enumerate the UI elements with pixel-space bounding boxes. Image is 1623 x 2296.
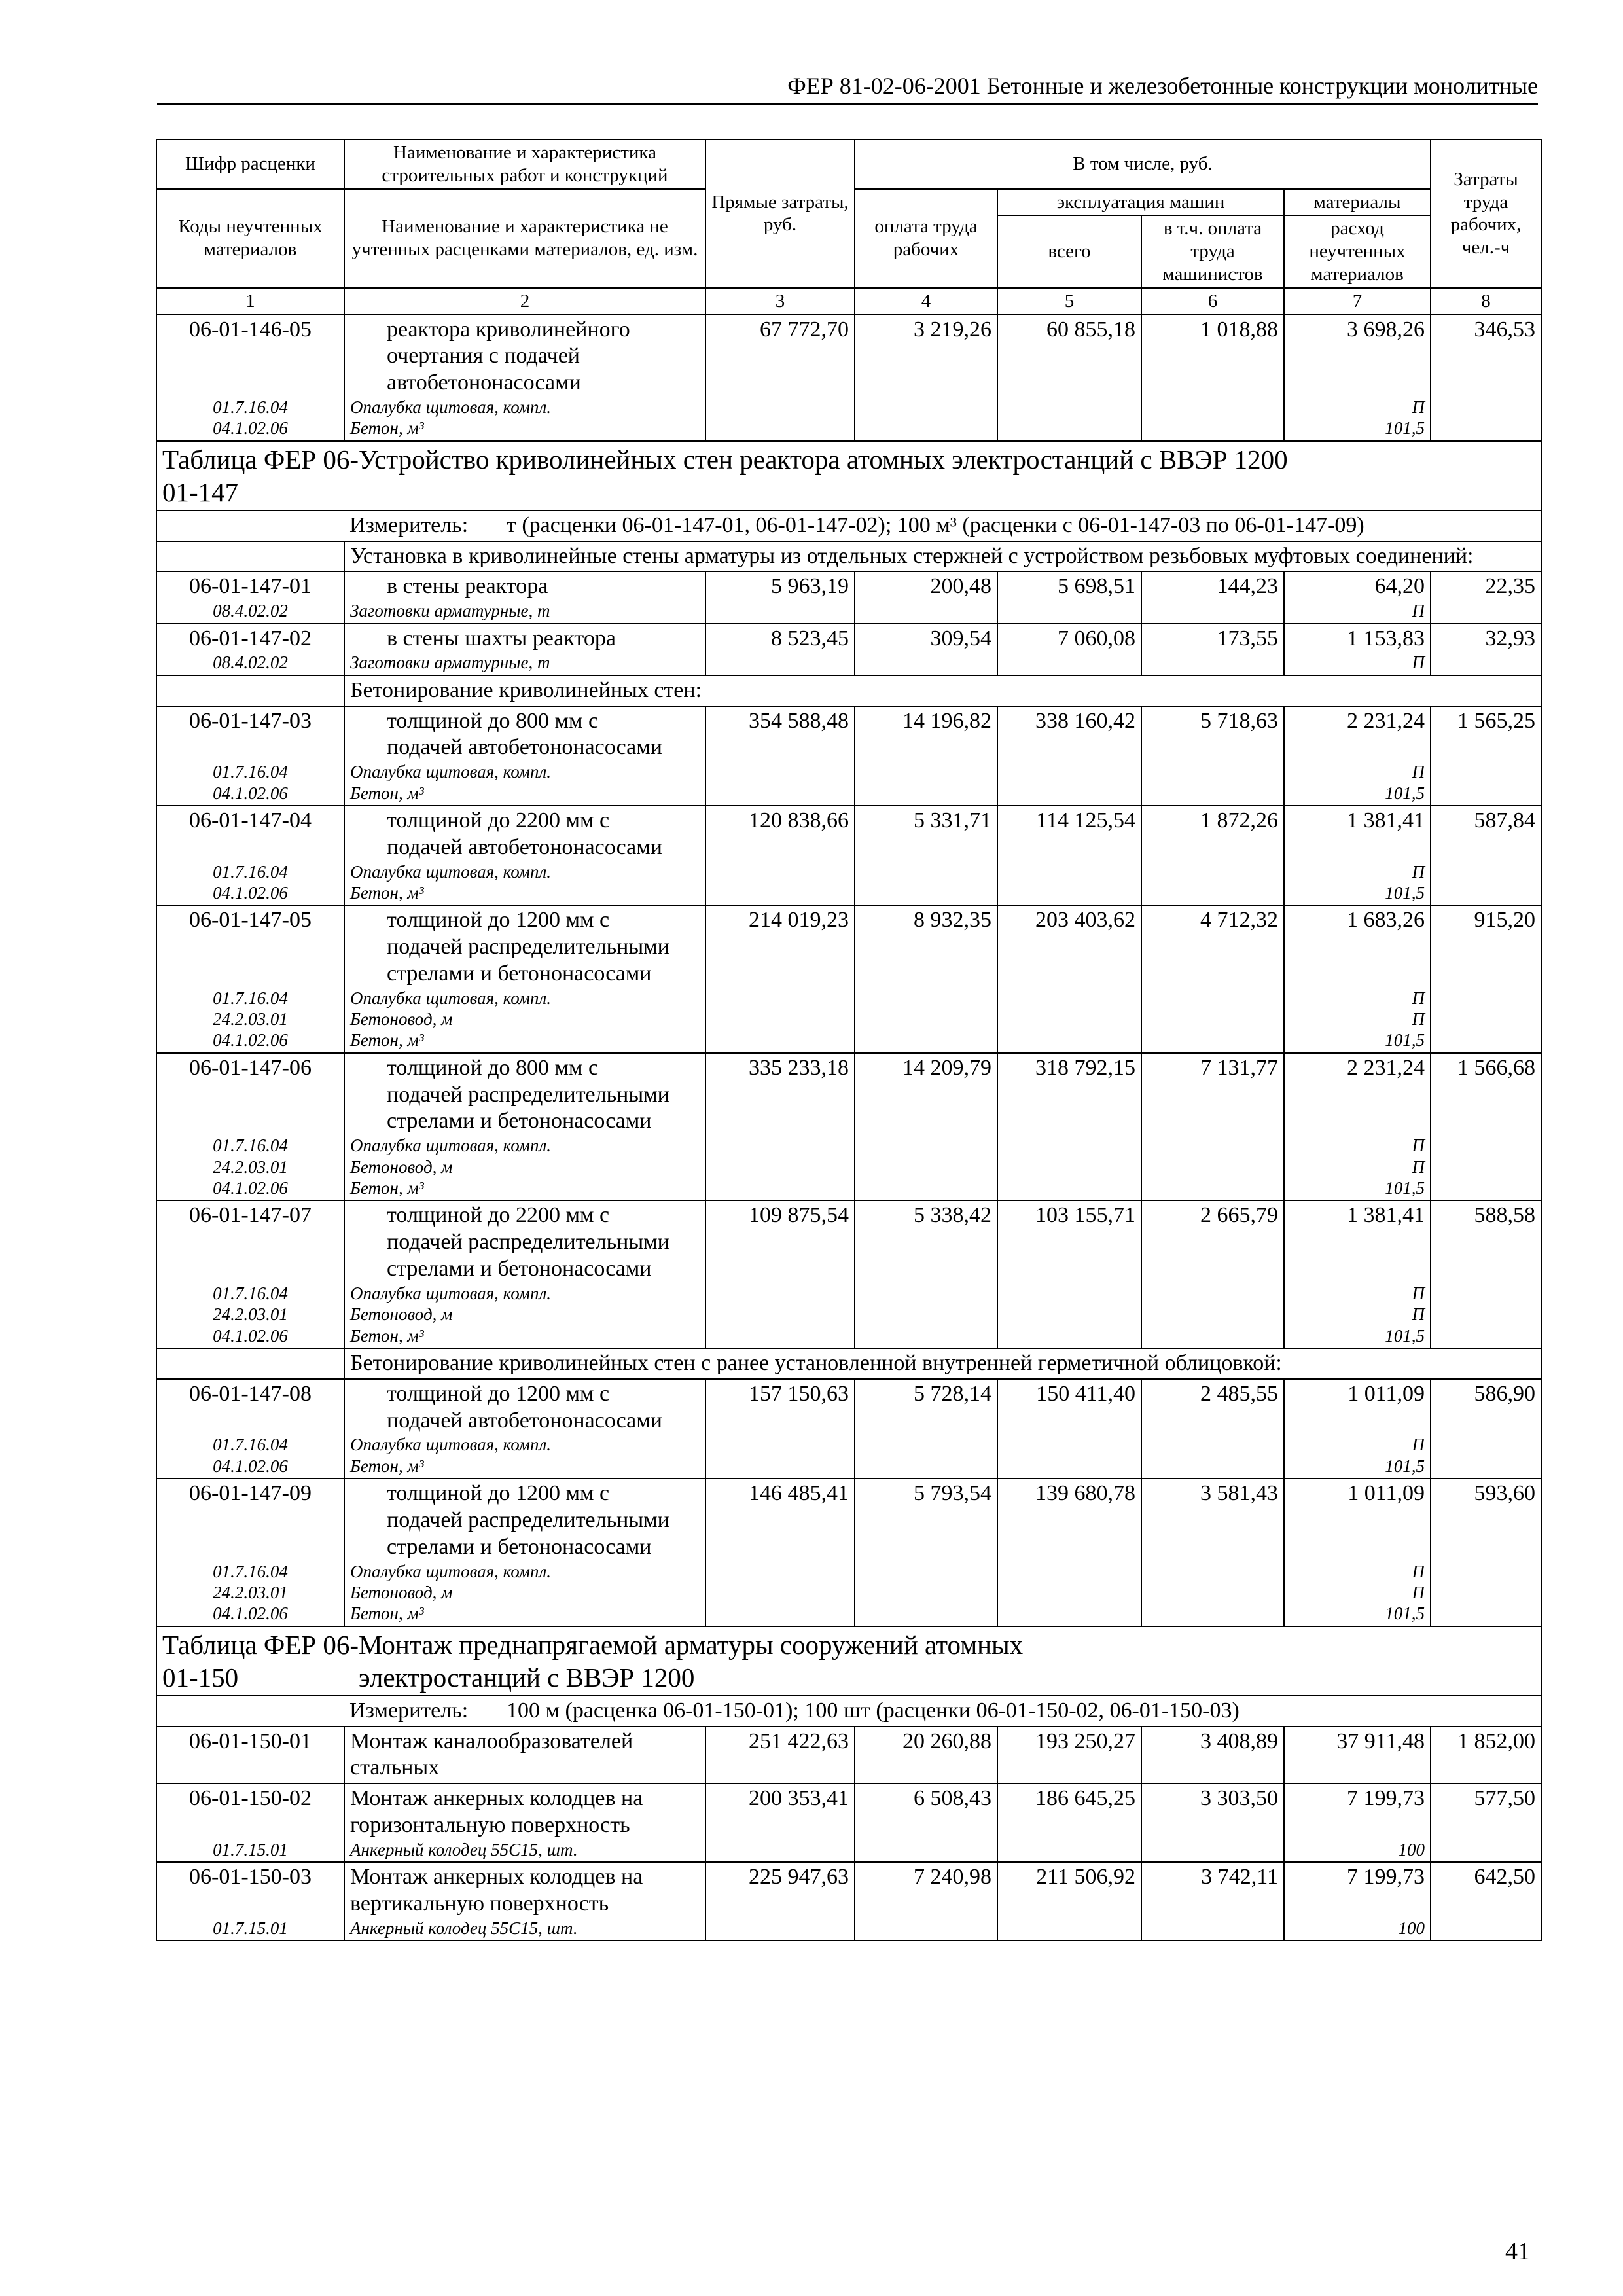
rate-code: 06-01-147-04 (189, 808, 312, 833)
material-name: Опалубка щитовая, компл. (350, 988, 551, 1008)
material-code: 04.1.02.06 (213, 1456, 288, 1476)
table-row: 06-01-150-01 Монтаж каналообразователей стальных 251 422,63 20 260,88 193 250,27 3 408,89 37 911,48 1 852,00 (156, 1727, 1541, 1784)
table-section-heading (156, 1626, 1541, 1696)
labor-pay: 200,48 (855, 571, 997, 623)
material-qty: П (1412, 1283, 1425, 1303)
material-code: 01.7.15.01 (213, 1839, 288, 1859)
table-row: 06-01-147-06 01.7.16.04 24.2.03.01 04.1.02.06 толщиной до 800 мм с подачей распределительными стрелами и бетононасосами Опалубка щитовая, компл. Бетоновод, м Бетон, м³ 335 233,18 14 209,79 318 792,15 7 131,77 2 231,24 П П 101,5 1 566,68 (156, 1053, 1541, 1201)
machines-total: 150 411,40 (997, 1379, 1141, 1479)
material-name: Опалубка щитовая, компл. (350, 397, 551, 417)
labor-cost: 1 566,68 (1431, 1053, 1541, 1201)
machines-total: 139 680,78 (997, 1479, 1141, 1626)
col-machines-header: эксплуатация машин (997, 189, 1284, 216)
labor-pay: 5 331,71 (855, 806, 997, 905)
labor-pay: 6 508,43 (855, 1784, 997, 1862)
col-machines-total-header: всего (997, 215, 1141, 287)
direct-cost: 67 772,70 (705, 315, 855, 441)
machines-total: 211 506,92 (997, 1862, 1141, 1941)
material-name: Анкерный колодец 55С15, шт. (350, 1918, 578, 1938)
table-row: 06-01-147-09 01.7.16.04 24.2.03.01 04.1.02.06 толщиной до 1200 мм с подачей распределительными стрелами и бетононасосами Опалубка щитовая, компл. Бетоновод, м Бетон, м³ 146 485,41 5 793,54 139 680,78 3 581,43 1 011,09 П П 101,5 593,60 (156, 1479, 1541, 1626)
machines-total: 5 698,51 (997, 571, 1141, 623)
material-qty: П (1412, 762, 1425, 782)
direct-cost: 214 019,23 (705, 905, 855, 1053)
group-row (156, 541, 1541, 572)
machines-total: 60 855,18 (997, 315, 1141, 441)
labor-cost: 22,35 (1431, 571, 1541, 623)
labor-cost: 915,20 (1431, 905, 1541, 1053)
materials-cost: 1 153,83 (1347, 626, 1425, 651)
col-direct-header: Прямые затраты, руб. (705, 139, 855, 288)
labor-cost: 587,84 (1431, 806, 1541, 905)
machinists-pay: 3 581,43 (1141, 1479, 1284, 1626)
measure-label: Измеритель: (349, 1698, 469, 1723)
rate-code: 06-01-147-01 (189, 574, 312, 599)
material-qty: П (1412, 1435, 1425, 1455)
column-number: 7 (1284, 288, 1431, 315)
machinists-pay: 3 303,50 (1141, 1784, 1284, 1862)
machinists-pay: 3 408,89 (1141, 1727, 1284, 1784)
materials-cost: 2 231,24 (1347, 708, 1425, 733)
labor-pay: 14 196,82 (855, 706, 997, 806)
material-code: 01.7.16.04 (213, 861, 288, 882)
labor-pay: 5 338,42 (855, 1200, 997, 1348)
material-code: 04.1.02.06 (213, 1030, 288, 1050)
material-qty: 101,5 (1385, 418, 1425, 439)
materials-cost: 1 381,41 (1347, 1203, 1425, 1228)
machines-total: 193 250,27 (997, 1727, 1141, 1784)
table-label: Таблица ФЕР 06-01-147 (162, 444, 359, 507)
rate-code: 06-01-147-02 (189, 626, 312, 651)
column-number: 4 (855, 288, 997, 315)
material-name: Бетон, м³ (350, 1178, 424, 1198)
group-row (156, 675, 1541, 706)
material-qty: 101,5 (1385, 1325, 1425, 1346)
materials-cost: 1 683,26 (1347, 908, 1425, 933)
materials-cost: 3 698,26 П 101,5 (1284, 315, 1431, 441)
labor-pay: 5 793,54 (855, 1479, 997, 1626)
material-name: Бетон, м³ (350, 418, 424, 439)
material-name: Бетон, м³ (350, 1325, 424, 1346)
material-code: 04.1.02.06 (213, 1604, 288, 1624)
labor-cost: 1 852,00 (1431, 1727, 1541, 1784)
rate-name: реактора криволинейного очертания с подачей автобетононасосами Опалубка щитовая, компл. Бетон, м³ (344, 315, 705, 441)
material-name: Опалубка щитовая, компл. (350, 1136, 551, 1156)
material-name: Опалубка щитовая, компл. (350, 1561, 551, 1581)
labor-cost: 346,53 (1431, 315, 1541, 441)
machines-total: 318 792,15 (997, 1053, 1141, 1201)
direct-cost: 251 422,63 (705, 1727, 855, 1784)
materials-cost: 1 381,41 (1347, 808, 1425, 833)
labor-cost: 577,50 (1431, 1784, 1541, 1862)
table-section-heading (156, 441, 1541, 511)
rate-code: 06-01-147-08 (189, 1381, 312, 1406)
direct-cost: 225 947,63 (705, 1862, 855, 1941)
machinists-pay: 144,23 (1141, 571, 1284, 623)
material-qty: П (1412, 601, 1425, 621)
machines-total: 186 645,25 (997, 1784, 1141, 1862)
material-name: Бетоновод, м (350, 1157, 453, 1177)
material-qty: 101,5 (1385, 1178, 1425, 1198)
column-number: 5 (997, 288, 1141, 315)
material-code: 01.7.16.04 (213, 762, 288, 782)
column-number: 2 (344, 288, 705, 315)
table-row: 06-01-147-04 01.7.16.04 04.1.02.06 толщиной до 2200 мм с подачей автобетононасосами Опалубка щитовая, компл. Бетон, м³ 120 838,66 5 331,71 114 125,54 1 872,26 1 381,41 П 101,5 587,84 (156, 806, 1541, 905)
machinists-pay: 173,55 (1141, 624, 1284, 675)
machines-total: 203 403,62 (997, 905, 1141, 1053)
col-materials-header: материалы (1284, 189, 1431, 216)
materials-cost: 37 911,48 (1284, 1727, 1431, 1784)
column-number: 3 (705, 288, 855, 315)
labor-cost: 588,58 (1431, 1200, 1541, 1348)
price-table (156, 139, 1542, 1941)
col-materials-use-header: расход неучтенных материалов (1284, 215, 1431, 287)
machinists-pay: 4 712,32 (1141, 905, 1284, 1053)
material-name: Бетоновод, м (350, 1009, 453, 1030)
material-code: 24.2.03.01 (213, 1009, 288, 1030)
machines-total: 7 060,08 (997, 624, 1141, 675)
table-row (156, 315, 1541, 441)
material-qty: П (1412, 1136, 1425, 1156)
material-qty: 101,5 (1385, 1456, 1425, 1476)
material-qty: П (1412, 1582, 1425, 1602)
rate-code: 06-01-147-09 (189, 1481, 312, 1506)
material-code: 04.1.02.06 (213, 882, 288, 903)
material-name: Заготовки арматурные, т (350, 653, 550, 673)
measure-label: Измеритель: (349, 512, 469, 537)
material-code: 04.1.02.06 (213, 1178, 288, 1198)
material-qty: 100 (1398, 1839, 1425, 1859)
direct-cost: 354 588,48 (705, 706, 855, 806)
rate-code: 06-01-146-05 01.7.16.04 04.1.02.06 (156, 315, 344, 441)
rate-code: 06-01-147-03 (189, 708, 312, 733)
material-qty: П (1412, 1157, 1425, 1177)
material-name: Бетоновод, м (350, 1582, 453, 1602)
table-title: Монтаж преднапрягаемой арматуры сооружений атомных электростанций с ВВЭР 1200 (359, 1629, 1024, 1693)
table-row: 06-01-147-03 01.7.16.04 04.1.02.06 толщиной до 800 мм с подачей автобетононасосами Опалубка щитовая, компл. Бетон, м³ 354 588,48 14 196,82 338 160,42 5 718,63 2 231,24 П 101,5 1 565,25 (156, 706, 1541, 806)
direct-cost: 109 875,54 (705, 1200, 855, 1348)
page-header: ФЕР 81-02-06-2001 Бетонные и железобетонные конструкции монолитные (157, 72, 1538, 105)
table-title: Устройство криволинейных стен реактора атомных электростанций с ВВЭР 1200 (359, 444, 1288, 475)
material-name: Опалубка щитовая, компл. (350, 861, 551, 882)
material-name: Бетон, м³ (350, 1604, 424, 1624)
labor-pay: 7 240,98 (855, 1862, 997, 1941)
machinists-pay: 7 131,77 (1141, 1053, 1284, 1201)
page-number: 41 (1505, 2238, 1530, 2265)
material-qty: 100 (1398, 1918, 1425, 1938)
material-name: Бетон, м³ (350, 882, 424, 903)
rate-code: 06-01-150-01 (156, 1727, 344, 1784)
material-code: 01.7.16.04 (213, 397, 288, 417)
materials-cost: 7 199,73 (1347, 1786, 1425, 1811)
table-header-row (156, 139, 1541, 189)
direct-cost: 120 838,66 (705, 806, 855, 905)
material-name: Бетоновод, м (350, 1304, 453, 1325)
material-qty: 101,5 (1385, 1030, 1425, 1050)
material-name: Опалубка щитовая, компл. (350, 762, 551, 782)
table-row: 06-01-147-08 01.7.16.04 04.1.02.06 толщиной до 1200 мм с подачей автобетононасосами Опалубка щитовая, компл. Бетон, м³ 157 150,63 5 728,14 150 411,40 2 485,55 1 011,09 П 101,5 586,90 (156, 1379, 1541, 1479)
material-qty: П (1412, 397, 1425, 417)
rate-name: Монтаж анкерных колодцев на (350, 1786, 643, 1811)
col-incl-header: В том числе, руб. (855, 139, 1431, 189)
measure-text: 100 м (расценка 06-01-150-01); 100 шт (расценки 06-01-150-02, 06-01-150-03) (507, 1698, 1240, 1723)
group-title: Установка в криволинейные стены арматуры из отдельных стержней с устройством резьбовых муфтовых соединений: (344, 541, 1541, 572)
material-code: 24.2.03.01 (213, 1582, 288, 1602)
rate-name: Монтаж анкерных колодцев на (350, 1865, 643, 1890)
labor-cost: 32,93 (1431, 624, 1541, 675)
materials-cost: 1 011,09 (1347, 1481, 1425, 1506)
rate-code: 06-01-150-03 (189, 1865, 312, 1890)
materials-cost: 64,20 (1374, 574, 1425, 599)
material-qty: П (1412, 1561, 1425, 1581)
material-code: 01.7.16.04 (213, 1561, 288, 1581)
table-row: 06-01-150-02 01.7.15.01 Монтаж анкерных колодцев на горизонтальную поверхность Анкерный колодец 55С15, шт. 200 353,41 6 508,43 186 645,25 3 303,50 7 199,73 100 577,50 (156, 1784, 1541, 1862)
rate-code: 06-01-150-02 (189, 1786, 312, 1811)
column-number: 6 (1141, 288, 1284, 315)
direct-cost: 8 523,45 (705, 624, 855, 675)
machinists-pay: 1 872,26 (1141, 806, 1284, 905)
table-row: 06-01-147-05 01.7.16.04 24.2.03.01 04.1.02.06 толщиной до 1200 мм с подачей распределительными стрелами и бетононасосами Опалубка щитовая, компл. Бетоновод, м Бетон, м³ 214 019,23 8 932,35 203 403,62 4 712,32 1 683,26 П П 101,5 915,20 (156, 905, 1541, 1053)
labor-pay: 20 260,88 (855, 1727, 997, 1784)
material-code: 04.1.02.06 (213, 418, 288, 439)
materials-cost: 7 199,73 (1347, 1865, 1425, 1890)
machinists-pay: 2 665,79 (1141, 1200, 1284, 1348)
labor-pay: 8 932,35 (855, 905, 997, 1053)
materials-cost: 1 011,09 (1347, 1381, 1425, 1406)
col-unaccounted-codes-header: Коды неучтенных материалов (156, 189, 344, 288)
material-name: Опалубка щитовая, компл. (350, 1435, 551, 1455)
column-number: 1 (156, 288, 344, 315)
material-name: Бетон, м³ (350, 1030, 424, 1050)
rate-name: в стены реактора (387, 574, 548, 599)
rate-name: толщиной до 1200 мм с (387, 1381, 610, 1406)
column-number: 8 (1431, 288, 1541, 315)
col-labor-pay-header: оплата труда рабочих (855, 189, 997, 288)
machinists-pay: 2 485,55 (1141, 1379, 1284, 1479)
machines-total: 338 160,42 (997, 706, 1141, 806)
rate-name: толщиной до 2200 мм с (387, 808, 610, 833)
direct-cost: 146 485,41 (705, 1479, 855, 1626)
measure-text: т (расценки 06-01-147-01, 06-01-147-02); 100 м³ (расценки с 06-01-147-03 по 06-01-147-09) (507, 512, 1364, 537)
material-code: 01.7.16.04 (213, 1283, 288, 1303)
col-name-header: Наименование и характеристика строительных работ и конструкций (344, 139, 705, 189)
direct-cost: 157 150,63 (705, 1379, 855, 1479)
rate-code: 06-01-147-06 (189, 1055, 312, 1080)
rate-name: толщиной до 800 мм с (387, 1055, 599, 1080)
material-qty: П (1412, 1009, 1425, 1030)
material-code: 01.7.16.04 (213, 988, 288, 1008)
labor-cost: 593,60 (1431, 1479, 1541, 1626)
material-qty: П (1412, 988, 1425, 1008)
rate-code: 06-01-147-07 (189, 1203, 312, 1228)
material-code: 24.2.03.01 (213, 1304, 288, 1325)
direct-cost: 5 963,19 (705, 571, 855, 623)
labor-cost: 586,90 (1431, 1379, 1541, 1479)
rate-name: толщиной до 800 мм с (387, 708, 599, 733)
rate-code: 06-01-147-05 (189, 908, 312, 933)
rate-name: толщиной до 2200 мм с (387, 1203, 610, 1228)
material-code: 24.2.03.01 (213, 1157, 288, 1177)
col-code-header: Шифр расценки (156, 139, 344, 189)
material-code: 08.4.02.02 (213, 653, 288, 673)
machinists-pay: 5 718,63 (1141, 706, 1284, 806)
material-name: Опалубка щитовая, компл. (350, 1283, 551, 1303)
table-row: 06-01-147-07 01.7.16.04 24.2.03.01 04.1.02.06 толщиной до 2200 мм с подачей распределительными стрелами и бетононасосами Опалубка щитовая, компл. Бетоновод, м Бетон, м³ 109 875,54 5 338,42 103 155,71 2 665,79 1 381,41 П П 101,5 588,58 (156, 1200, 1541, 1348)
machines-total: 103 155,71 (997, 1200, 1141, 1348)
materials-cost: 2 231,24 (1347, 1055, 1425, 1080)
material-code: 04.1.02.06 (213, 1325, 288, 1346)
material-code: 01.7.16.04 (213, 1435, 288, 1455)
material-code: 08.4.02.02 (213, 601, 288, 621)
machines-total: 114 125,54 (997, 806, 1141, 905)
rate-name: толщиной до 1200 мм с (387, 1481, 610, 1506)
direct-cost: 335 233,18 (705, 1053, 855, 1201)
col-labor-header: Затраты труда рабочих, чел.-ч (1431, 139, 1541, 288)
material-name: Заготовки арматурные, т (350, 601, 550, 621)
rate-name: Монтаж каналообразователей (350, 1729, 633, 1753)
group-title: Бетонирование криволинейных стен: (344, 675, 1541, 706)
rate-name: в стены шахты реактора (387, 626, 616, 651)
machinists-pay: 1 018,88 (1141, 315, 1284, 441)
group-row (156, 1348, 1541, 1379)
material-qty: П (1412, 1304, 1425, 1325)
material-qty: 101,5 (1385, 1604, 1425, 1624)
rate-name: толщиной до 1200 мм с (387, 908, 610, 933)
labor-pay: 5 728,14 (855, 1379, 997, 1479)
machinists-pay: 3 742,11 (1141, 1862, 1284, 1941)
material-code: 04.1.02.06 (213, 783, 288, 803)
table-label: Таблица ФЕР 06-01-150 (162, 1629, 359, 1693)
material-name: Бетон, м³ (350, 783, 424, 803)
material-qty: П (1412, 653, 1425, 673)
material-code: 01.7.15.01 (213, 1918, 288, 1938)
direct-cost: 200 353,41 (705, 1784, 855, 1862)
col-machinists-header: в т.ч. оплата труда машинистов (1141, 215, 1284, 287)
labor-cost: 642,50 (1431, 1862, 1541, 1941)
column-number-row (156, 288, 1541, 315)
table-row: 06-01-150-03 01.7.15.01 Монтаж анкерных колодцев на вертикальную поверхность Анкерный колодец 55С15, шт. 225 947,63 7 240,98 211 506,92 3 742,11 7 199,73 100 642,50 (156, 1862, 1541, 1941)
labor-cost: 1 565,25 (1431, 706, 1541, 806)
col-unaccounted-name-header: Наименование и характеристика не учтенных расценками материалов, ед. изм. (344, 189, 705, 288)
measure-row (156, 511, 1541, 541)
material-code: 01.7.16.04 (213, 1136, 288, 1156)
measure-row (156, 1696, 1541, 1727)
material-name: Анкерный колодец 55С15, шт. (350, 1839, 578, 1859)
material-qty: 101,5 (1385, 882, 1425, 903)
labor-pay: 3 219,26 (855, 315, 997, 441)
material-qty: 101,5 (1385, 783, 1425, 803)
labor-pay: 309,54 (855, 624, 997, 675)
table-row (156, 571, 1541, 623)
material-qty: П (1412, 861, 1425, 882)
group-title: Бетонирование криволинейных стен с ранее установленной внутренней герметичной облицовкой: (344, 1348, 1541, 1379)
table-row (156, 624, 1541, 675)
material-name: Бетон, м³ (350, 1456, 424, 1476)
labor-pay: 14 209,79 (855, 1053, 997, 1201)
